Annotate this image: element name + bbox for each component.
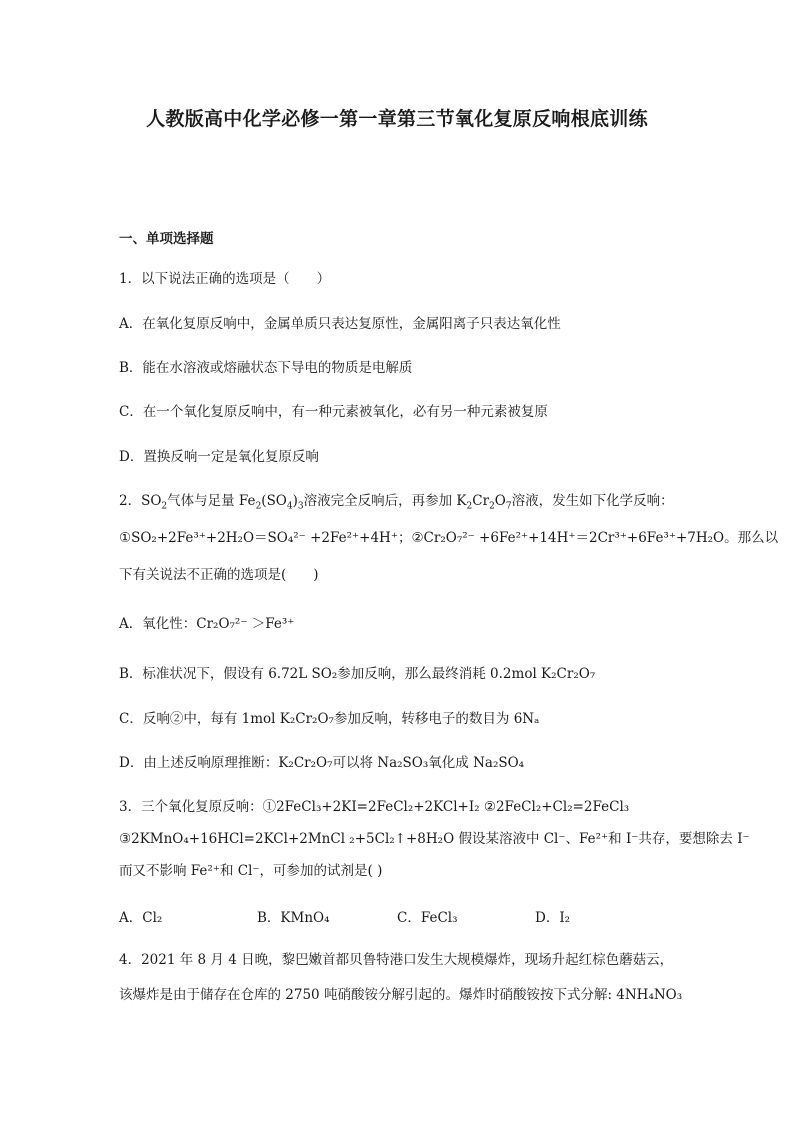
document-title: 人教版高中化学必修一第一章第三节氧化复原反响根底训练 [146,108,648,130]
q2-option-b: B．标准状况下，假设有 6.72L SO₂参加反响，那么最终消耗 0.2mol K₂Cr₂O₇ [119,666,596,682]
q2-stem-line1: 2．$SO_2$气体与足量 $Fe_2(SO_4)_3$溶液完全反响后，再参加 $K_2Cr_2O_7$溶液，发生如下化学反响： [119,493,674,512]
q3-option-a: A．Cl₂ [119,910,163,926]
q4-stem-line2: 该爆炸是由于储存在仓库的 2750 吨硝酸铵分解引起的。爆炸时硝酸铵按下式分解: 4NH₄NO₃ [119,987,683,1003]
q3-option-d: D．I₂ [535,910,571,926]
q2-stem-line3: 下有关说法不正确的选项是( ) [119,567,319,583]
q1-option-d: D．置换反响一定是氧化复原反响 [119,449,319,465]
q2-option-d: D．由上述反响原理推断：K₂Cr₂O₇可以将 Na₂SO₃氧化成 Na₂SO₄ [119,755,525,771]
q2-l1-f: Cr [472,493,490,509]
q2-l1-g: O [494,493,506,509]
q3-stem-line1: 3．三个氧化复原反响：①2FeCl₃+2KI=2FeCl₂+2KCl+I₂ ②2FeCl₂+Cl₂=2FeCl₃ [119,799,630,815]
q3-option-c: C．FeCl₃ [397,910,458,926]
q2-l1-b: 气体与足量 Fe [167,493,256,509]
q2-l1-c: (SO [261,493,287,509]
q2-l1-h: 溶液，发生如下化学反响： [511,493,674,509]
section-heading: 一、单项选择题 [119,231,214,247]
q3-options [119,906,679,924]
q2-option-a: A．氧化性：Cr₂O₇²⁻ ＞Fe³⁺ [119,616,295,632]
q2-l1-e: 溶液完全反响后，再参加 K [303,493,467,509]
q2-stem-line2: ①SO₂+2Fe³⁺+2H₂O＝SO₄²⁻ +2Fe²⁺+4H⁺；②Cr₂O₇²⁻ +6Fe²⁺+14H⁺＝2Cr³⁺+6Fe³⁺+7H₂O。那么以 [119,530,779,546]
q3-option-b: B．KMnO₄ [257,910,330,926]
q1-option-a: A．在氧化复原反响中，金属单质只表达复原性，金属阳离子只表达氧化性 [119,316,561,332]
q1-option-c: C．在一个氧化复原反响中，有一种元素被氧化，必有另一种元素被复原 [119,404,548,420]
q1-stem: 1．以下说法正确的选项是（ ） [119,271,331,287]
q2-option-c: C．反响②中，每有 1mol K₂Cr₂O₇参加反响，转移电子的数目为 6Nₐ [119,711,540,727]
q1-option-b: B．能在水溶液或熔融状态下导电的物质是电解质 [119,360,413,376]
q2-l1-d: ) [292,493,298,509]
q2-l1-a: 2．SO [119,493,162,509]
q3-stem-line2: ③2KMnO₄+16HCl=2KCl+2MnCl ₂+5Cl₂↑+8H₂O 假设某溶液中 Cl⁻、Fe²⁺和 I⁻共存，要想除去 I⁻ [119,831,750,847]
q3-stem-line3: 而又不影响 Fe²⁺和 Cl⁻，可参加的试剂是( ) [119,863,383,879]
q4-stem-line1: 4．2021 年 8 月 4 日晚，黎巴嫩首都贝鲁特港口发生大规模爆炸，现场升起红棕色蘑菇云， [119,952,674,968]
